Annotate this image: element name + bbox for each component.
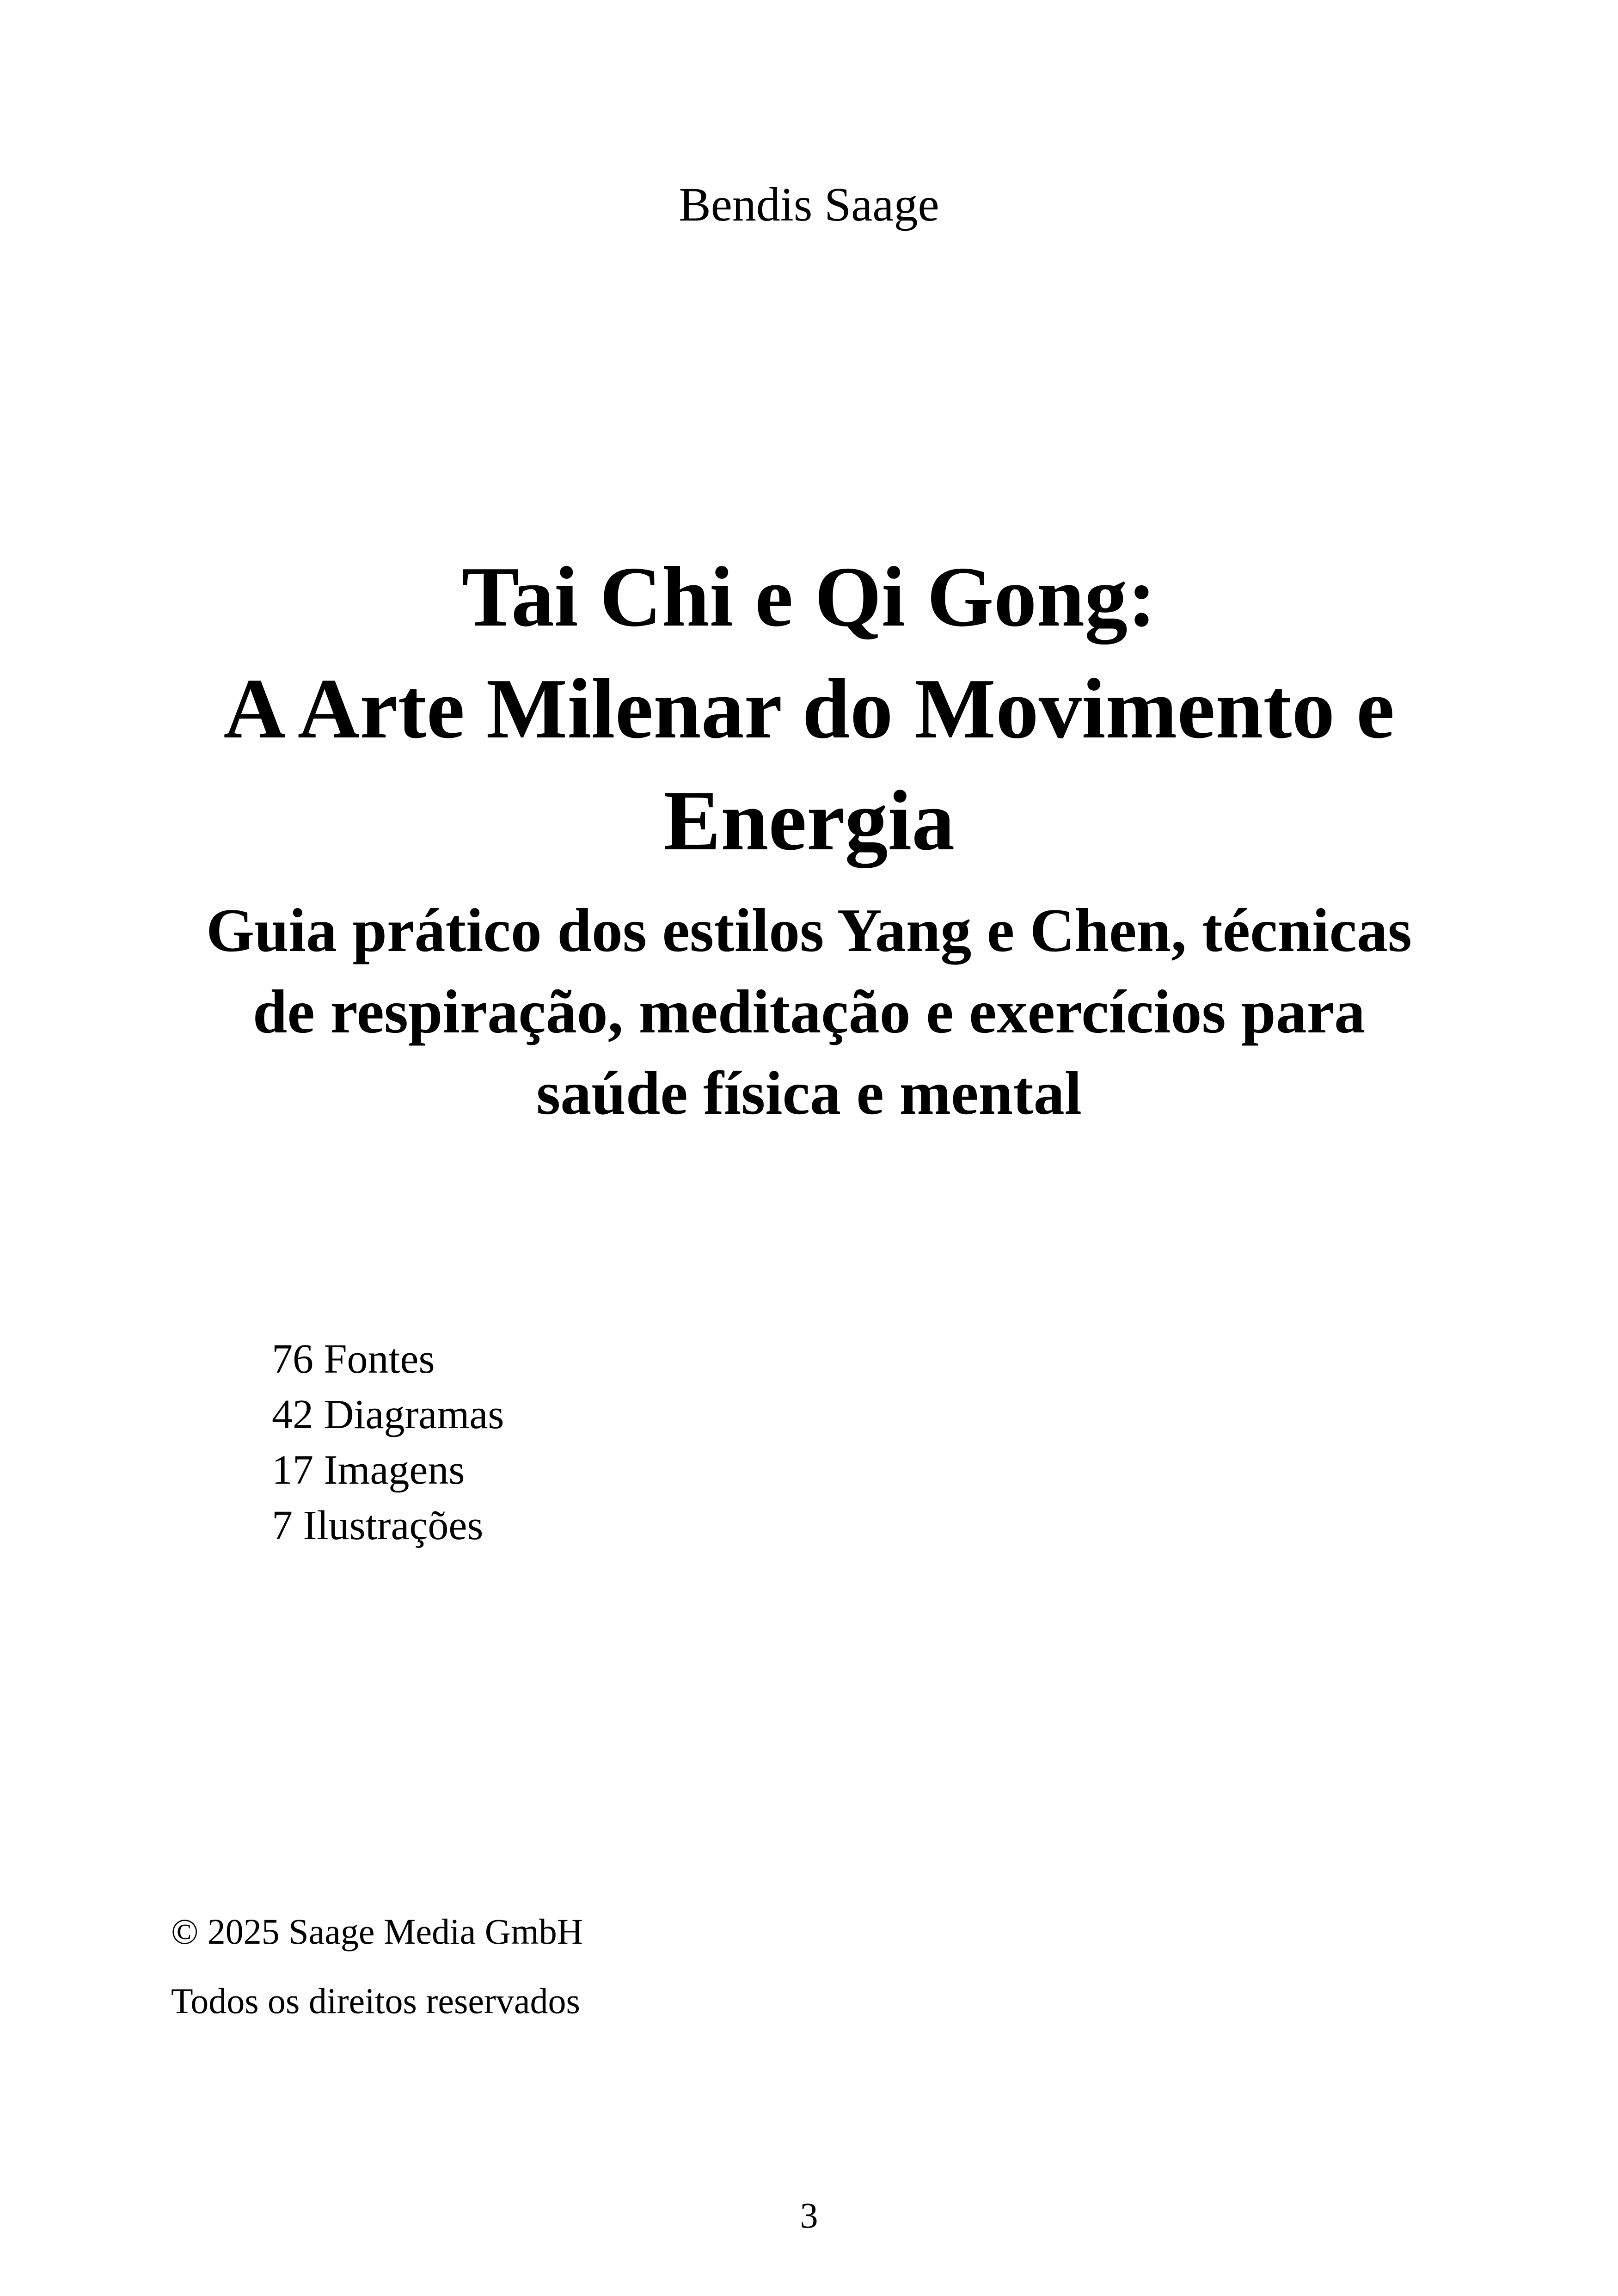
book-subtitle-line-2: de respiração, meditação e exercícios para bbox=[252, 977, 1366, 1046]
rights-reserved: Todos os direitos reservados bbox=[171, 1981, 580, 2021]
book-title-line-1: Tai Chi e Qi Gong: bbox=[461, 549, 1157, 645]
stat-diagrams: 42 Diagramas bbox=[272, 1392, 504, 1437]
stat-illustrations: 7 Ilustrações bbox=[272, 1503, 484, 1548]
book-subtitle-line-1: Guia prático dos estilos Yang e Chen, técnicas bbox=[206, 896, 1412, 964]
author-name: Bendis Saage bbox=[679, 178, 939, 231]
page-number: 3 bbox=[800, 2195, 818, 2235]
book-title-block bbox=[139, 541, 1479, 1134]
copyright-notice: © 2025 Saage Media GmbH bbox=[171, 1911, 583, 1952]
book-title-line-3: Energia bbox=[663, 773, 955, 868]
stat-sources: 76 Fontes bbox=[272, 1336, 435, 1382]
book-subtitle-line-3: saúde física e mental bbox=[536, 1059, 1082, 1127]
content-stats-list bbox=[272, 1332, 504, 1553]
stat-images: 17 Imagens bbox=[272, 1447, 465, 1493]
book-title-line-2: A Arte Milenar do Movimento e bbox=[223, 661, 1395, 756]
